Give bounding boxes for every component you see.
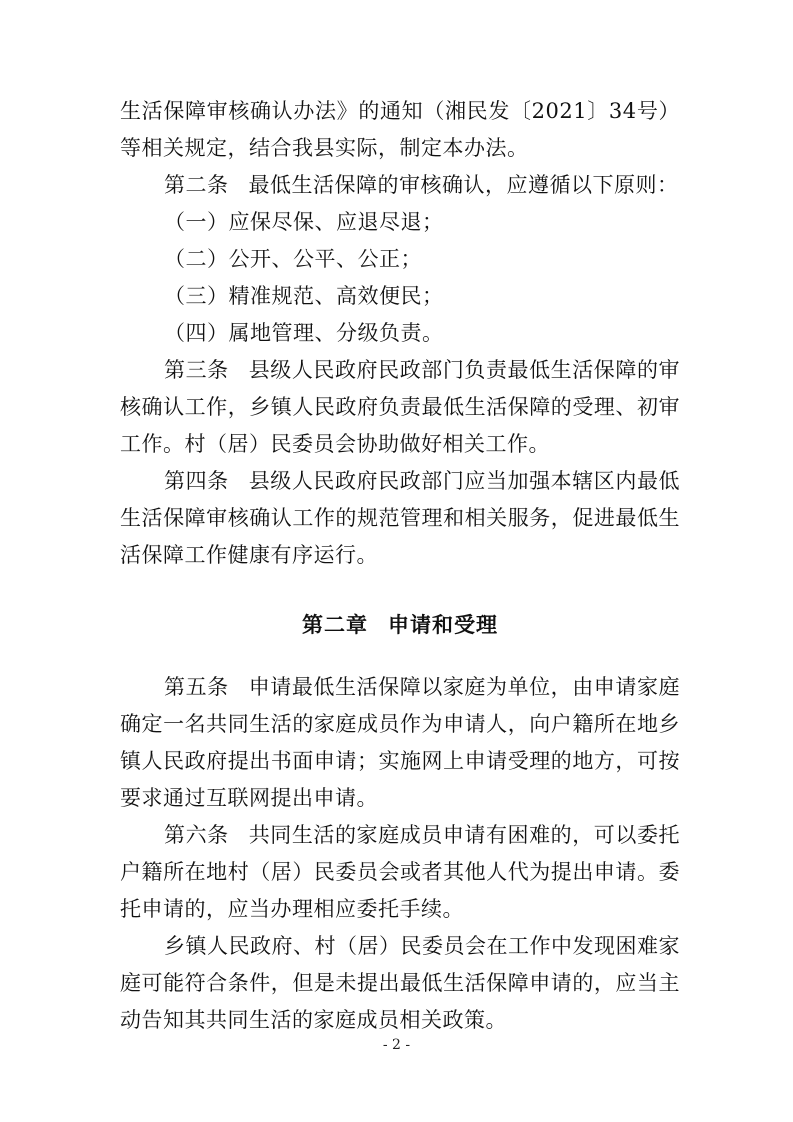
paragraph [120,352,680,463]
chapter-heading [120,610,680,640]
paragraph-text: 乡镇人民政府、村（居）民委员会在工作中发现困难家庭可能符合条件，但是未提出最低生活保障申请的，应当主动告知其共同生活的家庭成员相关政策。 [120,934,680,1032]
paragraph [120,167,680,204]
article-number: 第二条 [164,173,229,197]
paragraph-text: （三）精准规范、高效便民； [164,284,444,308]
paragraph-group-bottom [120,669,680,1039]
paragraph [120,817,680,928]
paragraph-group-top [120,93,680,574]
paragraph-text: 县级人民政府民政部门负责最低生活保障的审核确认工作，乡镇人民政府负责最低生活保障的受理、初审工作。村（居）民委员会协助做好相关工作。 [120,358,681,456]
paragraph-text: 最低生活保障的审核确认，应遵循以下原则： [248,173,679,197]
paragraph-text: （四）属地管理、分级负责。 [164,321,444,345]
paragraph-text: （二）公开、公平、公正； [164,247,422,271]
paragraph [120,928,680,1039]
paragraph [120,241,680,278]
paragraph [120,93,680,167]
document-body [120,93,680,1039]
page-number: - 2 - [382,1037,411,1053]
paragraph-text: 申请最低生活保障以家庭为单位，由申请家庭确定一名共同生活的家庭成员作为申请人，向户籍所在地乡镇人民政府提出书面申请；实施网上申请受理的地方，可按要求通过互联网提出申请。 [120,675,681,810]
chapter-title: 申请和受理 [388,613,498,637]
paragraph [120,315,680,352]
article-number: 第三条 [164,358,229,382]
paragraph [120,204,680,241]
article-number: 第六条 [164,823,229,847]
paragraph-text: 县级人民政府民政部门应当加强本辖区内最低生活保障审核确认工作的规范管理和相关服务，促进最低生活保障工作健康有序运行。 [120,469,681,567]
paragraph [120,278,680,315]
chapter-number: 第二章 [302,613,368,637]
paragraph-text: 共同生活的家庭成员申请有困难的，可以委托户籍所在地村（居）民委员会或者其他人代为提出申请。委托申请的，应当办理相应委托手续。 [120,823,681,921]
article-number: 第五条 [164,675,229,699]
paragraph [120,669,680,817]
paragraph [120,463,680,574]
paragraph-text: （一）应保尽保、应退尽退； [164,210,444,234]
article-number: 第四条 [164,469,229,493]
paragraph-text: 生活保障审核确认办法》的通知（湘民发〔2021〕34号）等相关规定，结合我县实际，制定本办法。 [120,99,680,160]
